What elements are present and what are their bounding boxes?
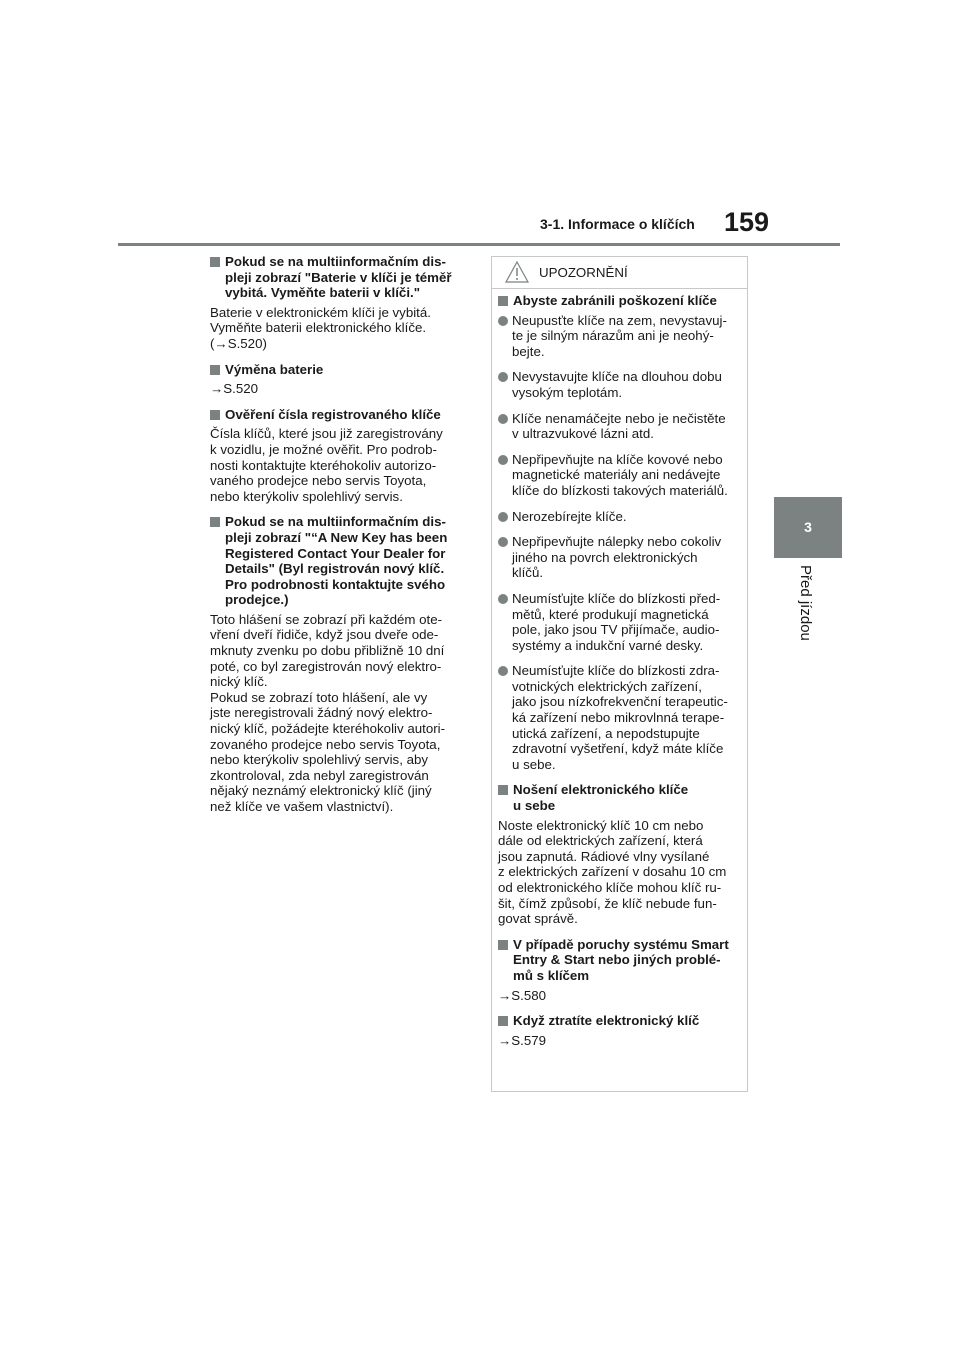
warning-bullet: Nerozebírejte klíče. — [498, 509, 744, 525]
warning-bullet: Nevystavujte klíče na dlouhou dobu vysokým teplotám. — [498, 369, 744, 400]
warning-title: UPOZORNĚNÍ — [539, 265, 628, 280]
round-bullet-icon — [498, 512, 508, 522]
square-bullet-icon — [498, 940, 508, 950]
square-bullet-icon — [210, 257, 220, 267]
warning-triangle-icon — [505, 261, 529, 283]
square-bullet-icon — [210, 410, 220, 420]
heading-battery-warning: Pokud se na multiinformačním dis- pleji zobrazí "Baterie v klíči je téměř vybitá. Vyměňte baterii v klíči." — [210, 254, 472, 301]
paragraph: Baterie v elektronickém klíči je vybitá. Vyměňte baterii elektronického klíče. (→S.520) — [210, 304, 431, 351]
round-bullet-icon — [498, 414, 508, 424]
warning-bullet: Klíče nenamáčejte nebo je nečistěte v ultrazvukové lázni atd. — [498, 411, 744, 442]
warning-heading: Abyste zabránili poškození klíče — [498, 293, 744, 309]
page-number: 159 — [724, 207, 770, 237]
heading-battery-replacement: Výměna baterie — [210, 362, 472, 378]
section-title: 3-1. Informace o klíčích — [540, 216, 695, 232]
page-reference: →S.580 — [498, 987, 547, 1003]
heading-key-number-check: Ověření čísla registrovaného klíče — [210, 407, 472, 423]
warning-bullet: Neupusťte klíče na zem, nevystavuj- te je silným nárazům ani je neohý- bejte. — [498, 313, 744, 360]
chapter-tab: 3 — [774, 497, 842, 558]
round-bullet-icon — [498, 666, 508, 676]
square-bullet-icon — [210, 517, 220, 527]
paragraph: Noste elektronický klíč 10 cm nebo dále od elektrických zařízení, která jsou zapnutá. Rádiové vlny vysílané z elektrických zařízení v dosahu 10 cm od elektronického klíče mohou klíč ru- šit, čímž způsobí, že klíč nebude fun- govat správě. — [498, 817, 727, 927]
warning-header — [492, 257, 747, 289]
square-bullet-icon — [498, 296, 508, 306]
warning-bullet: Nepřipevňujte na klíče kovové nebo magnetické materiály ani nedávejte klíče do blízkosti takových materiálů. — [498, 452, 744, 499]
warning-body — [498, 293, 744, 1058]
warning-heading: Když ztratíte elektronický klíč — [498, 1013, 744, 1029]
paragraph: Čísla klíčů, které jsou již zaregistrovány k vozidlu, je možné ověřit. Pro podrob- nosti kontaktujte kteréhokoliv autorizo- vaného prodejce nebo servis Toyota, nebo kterýkoliv spolehlivý servis. — [210, 426, 443, 504]
square-bullet-icon — [498, 1016, 508, 1026]
page-reference: →S.520 — [210, 381, 259, 397]
warning-bullet: Nepřipevňujte nálepky nebo cokoliv jiného na povrch elektronických klíčů. — [498, 534, 744, 581]
header-rule — [118, 243, 840, 246]
heading-new-key-registered: Pokud se na multiinformačním dis- pleji zobrazí "“A New Key has been Registered Contact Your Dealer for Details" (Byl registrován nový klíč. Pro podrobnosti kontaktujte svého prodejce.) — [210, 514, 472, 608]
round-bullet-icon — [498, 316, 508, 326]
warning-bullet: Neumísťujte klíče do blízkosti před- mětů, které produkují magnetická pole, jako jsou TV přijímače, audio- systémy a indukční varné desky. — [498, 591, 744, 653]
warning-bullet: Neumísťujte klíče do blízkosti zdra- votnických elektrických zařízení, jako jsou nízkofrekvenční terapeutic- ká zařízení nebo mikrovlnná terape- utická zařízení, a nepodstupujte zdravotní vyšetření, když máte klíče u sebe. — [498, 663, 744, 772]
paragraph: Toto hlášení se zobrazí při každém ote- vření dveří řidiče, když jsou dveře ode- mknuty zvenku po dobu přibližně 10 dní poté, co byl zaregistrován nový elektro- nický klíč. Pokud se zobrazí toto hlášení, ale vy jste neregistrovali žádný nový elektro- nický klíč, požádejte kteréhokoliv autori- zovaného prodejce nebo servis Toyota, nebo kterýkoliv spolehlivý servis, aby zkontroloval, zda nebyl zaregistrován nějaký neznámý elektronický klíč (jiný než klíče ve vašem vlastnictví). — [210, 611, 446, 814]
warning-heading: V případě poruchy systému Smart Entry & Start nebo jiných problé- mů s klíčem — [498, 937, 744, 984]
page-reference: →S.579 — [498, 1032, 547, 1048]
square-bullet-icon — [210, 365, 220, 375]
chapter-title: Před jízdou — [797, 565, 814, 641]
round-bullet-icon — [498, 594, 508, 604]
left-column — [210, 254, 472, 825]
square-bullet-icon — [498, 785, 508, 795]
round-bullet-icon — [498, 372, 508, 382]
round-bullet-icon — [498, 455, 508, 465]
round-bullet-icon — [498, 537, 508, 547]
warning-box — [491, 256, 748, 1092]
warning-heading: Nošení elektronického klíče u sebe — [498, 782, 744, 813]
